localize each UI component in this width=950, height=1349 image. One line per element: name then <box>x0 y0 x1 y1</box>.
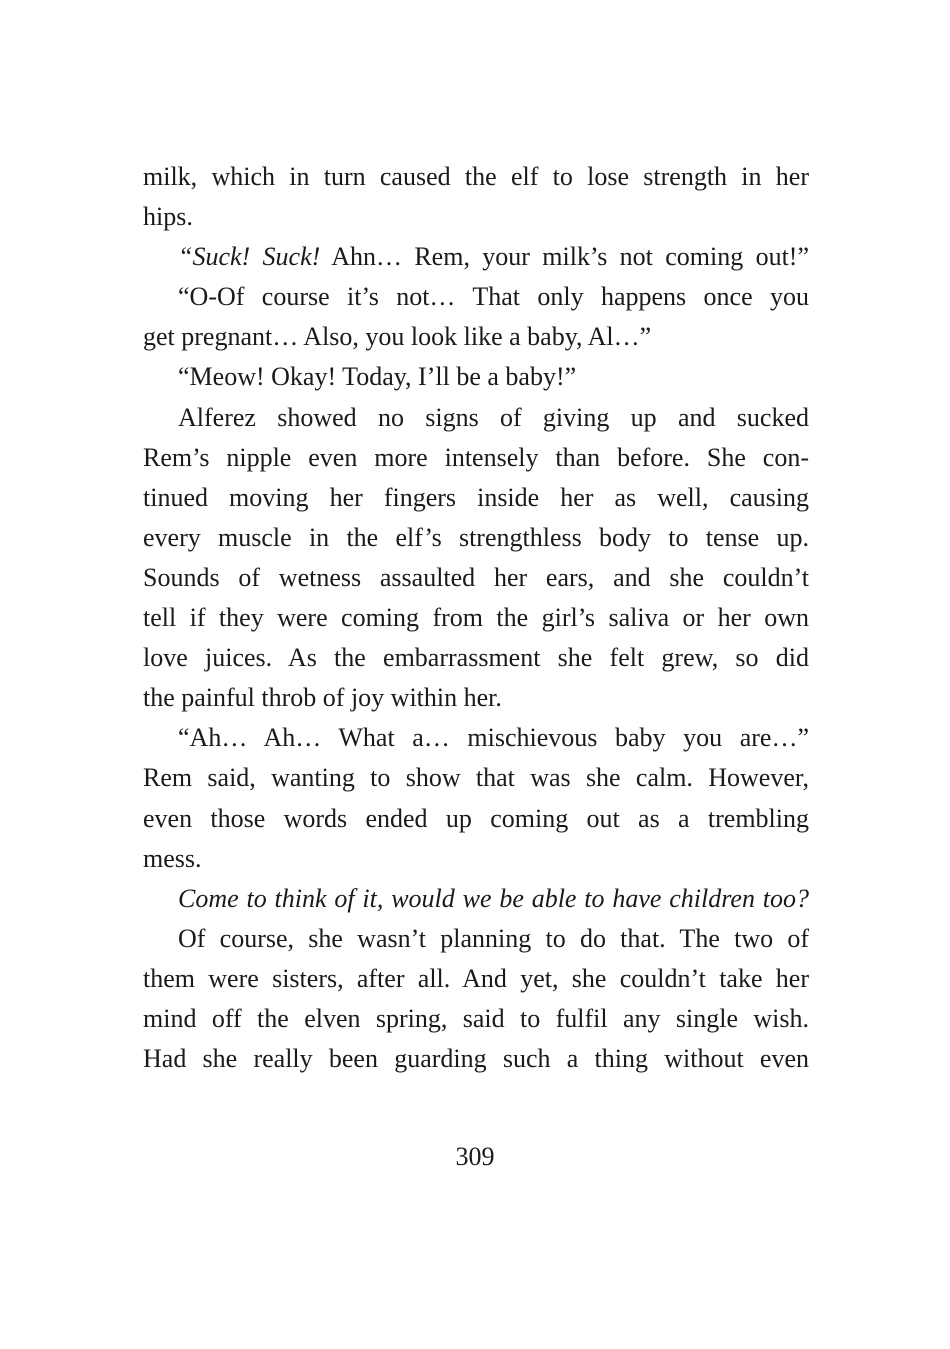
text-line: every muscle in the elf’s strengthless body to tense up. <box>143 522 809 552</box>
text-fragment: Ahn… Rem, your milk’s not coming out!” <box>320 242 809 272</box>
text-line: “O-Of course it’s not… That only happens once you <box>178 282 809 312</box>
page-number: 309 <box>455 1142 495 1171</box>
text-line: get pregnant… Also, you look like a baby, Al…” <box>143 322 652 352</box>
text-line: Alferez showed no signs of giving up and sucked <box>178 402 809 432</box>
page-body <box>143 157 809 1079</box>
text-line: Had she really been guarding such a thing without even <box>143 1044 809 1074</box>
text-line: Sounds of wetness assaulted her ears, and she couldn’t <box>143 562 809 592</box>
text-line: the painful throb of joy within her. <box>143 683 502 713</box>
text-line: mess. <box>143 843 202 873</box>
text-line: tinued moving her fingers inside her as well, causing <box>143 482 809 512</box>
text-line: mind off the elven spring, said to fulfil any single wish. <box>143 1003 809 1033</box>
text-line: them were sisters, after all. And yet, she couldn’t take her <box>143 963 809 993</box>
text-line: hips. <box>143 202 193 232</box>
text-line: Rem’s nipple even more intensely than before. She con- <box>143 442 809 472</box>
text-line: even those words ended up coming out as a trembling <box>143 803 809 833</box>
text-line: tell if they were coming from the girl’s saliva or her own <box>143 603 809 633</box>
text-line: love juices. As the embarrassment she felt grew, so did <box>143 643 809 673</box>
text-line: “Meow! Okay! Today, I’ll be a baby!” <box>178 362 577 392</box>
text-line: “Ah… Ah… What a… mischievous baby you are…” <box>178 723 809 753</box>
text-line: Rem said, wanting to show that was she calm. However, <box>143 763 809 793</box>
text-line: Of course, she wasn’t planning to do that. The two of <box>178 923 809 953</box>
italic-thought-line: Come to think of it, would we be able to have children too? <box>178 883 809 913</box>
text-line: milk, which in turn caused the elf to lose strength in her <box>143 162 809 191</box>
text-line <box>143 237 809 277</box>
italic-exclamation: “Suck! Suck! <box>178 242 321 272</box>
